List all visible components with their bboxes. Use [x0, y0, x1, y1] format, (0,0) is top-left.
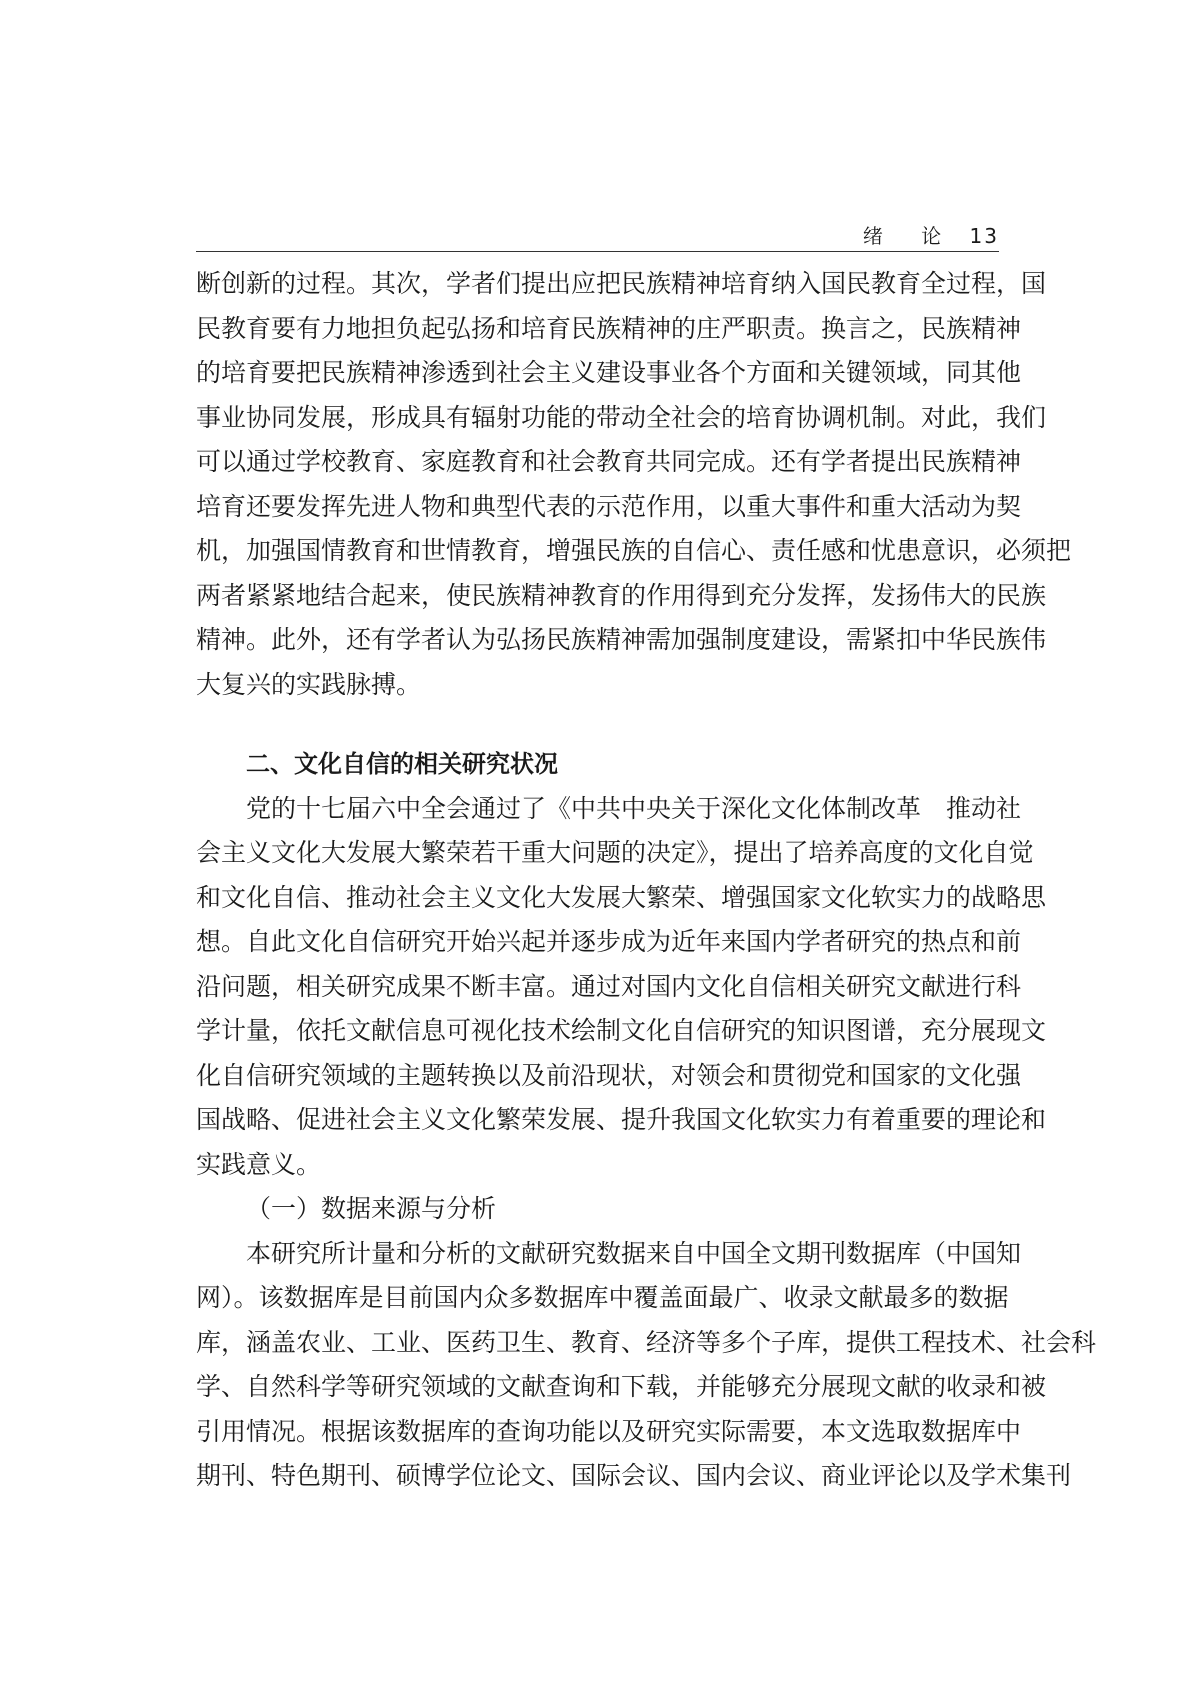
text-line: 事业协同发展，形成具有辐射功能的带动全社会的培育协调机制。对此，我们: [196, 402, 1047, 432]
chapter-title: 绪 论: [862, 224, 958, 248]
paragraph-2: [196, 787, 1047, 1188]
text-line: 机，加强国情教育和世情教育，增强民族的自信心、责任感和忧患意识，必须把: [196, 536, 1072, 565]
text-line: 的培育要把民族精神渗透到社会主义建设事业各个方面和关键领域，同其他: [196, 358, 1022, 387]
text-line: 民教育要有力地担负起弘扬和培育民族精神的庄严职责。换言之，民族精神: [196, 313, 1022, 343]
text-line: 会主义文化大发展大繁荣若干重大问题的决定》，提出了培养高度的文化自觉: [196, 838, 1034, 867]
paragraph-1: [196, 262, 1072, 707]
text-line: 学、自然科学等研究领域的文献查询和下载，并能够充分展现文献的收录和被: [196, 1372, 1047, 1401]
paragraph-3: [196, 1232, 1097, 1499]
text-line: 断创新的过程。其次，学者们提出应把民族精神培育纳入国民教育全过程，国: [196, 269, 1047, 298]
text-line: 学计量，依托文献信息可视化技术绘制文化自信研究的知识图谱，充分展现文: [196, 1016, 1047, 1045]
text-line: 本研究所计量和分析的文献研究数据来自中国全文期刊数据库（中国知: [246, 1238, 1022, 1268]
text-line: 党的十七届六中全会通过了《中共中央关于深化文化体制改革 推动社: [246, 793, 1022, 823]
running-header: [196, 212, 999, 252]
text-line: 培育还要发挥先进人物和典型代表的示范作用，以重大事件和重大活动为契: [196, 491, 1022, 521]
section-gap: [196, 707, 999, 742]
text-line: 沿问题，相关研究成果不断丰富。通过对国内文化自信相关研究文献进行科: [196, 971, 1022, 1001]
text-line: 和文化自信、推动社会主义文化大发展大繁荣、增强国家文化软实力的战略思: [196, 882, 1047, 912]
text-line: 大复兴的实践脉搏。: [196, 669, 422, 699]
text-line: 两者紧紧地结合起来，使民族精神教育的作用得到充分发挥，发扬伟大的民族: [196, 580, 1047, 610]
text-line: 精神。此外，还有学者认为弘扬民族精神需加强制度建设，需紧扣中华民族伟: [196, 625, 1047, 654]
text-line: 库，涵盖农业、工业、医药卫生、教育、经济等多个子库，提供工程技术、社会科: [196, 1327, 1097, 1357]
text-line: 想。自此文化自信研究开始兴起并逐步成为近年来国内学者研究的热点和前: [196, 927, 1022, 956]
text-line: 国战略、促进社会主义文化繁荣发展、提升我国文化软实力有着重要的理论和: [196, 1105, 1047, 1134]
page-number: 13: [969, 224, 999, 248]
text-line: 网）。该数据库是目前国内众多数据库中覆盖面最广、收录文献最多的数据: [196, 1283, 1009, 1312]
text-line: 化自信研究领域的主题转换以及前沿现状，对领会和贯彻党和国家的文化强: [196, 1060, 1022, 1090]
header-rule: [196, 251, 999, 252]
text-line: 可以通过学校教育、家庭教育和社会教育共同完成。还有学者提出民族精神: [196, 447, 1022, 476]
header-text: [863, 220, 999, 249]
text-line: 引用情况。根据该数据库的查询功能以及研究实际需要，本文选取数据库中: [196, 1416, 1022, 1446]
text-line: 实践意义。: [196, 1149, 322, 1179]
section-heading: 二、文化自信的相关研究状况: [246, 750, 558, 778]
text-line: 期刊、特色期刊、硕博学位论文、国际会议、国内会议、商业评论以及学术集刊: [196, 1461, 1072, 1490]
subsection-heading: （一）数据来源与分析: [246, 1194, 497, 1223]
page-body: [196, 262, 1097, 1499]
